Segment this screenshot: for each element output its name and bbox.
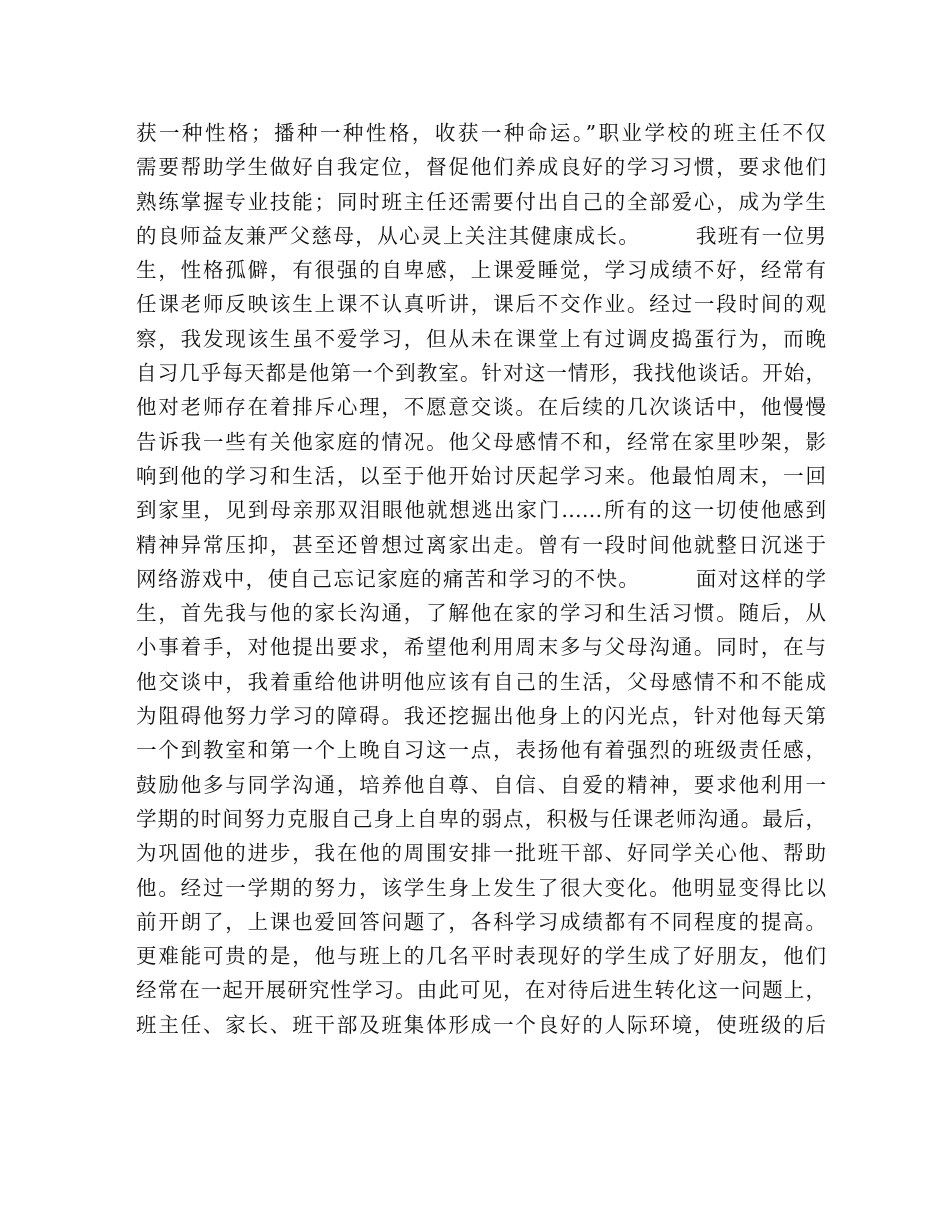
text-line: 的良师益友兼严父慈母，从心灵上关注其健康成长。 我班有一位男 bbox=[136, 223, 826, 248]
text-line: 网络游戏中，使自己忘记家庭的痛苦和学习的不快。 面对这样的学 bbox=[136, 566, 826, 591]
text-line: 班主任、家长、班干部及班集体形成一个良好的人际环境，使班级的后 bbox=[136, 1012, 826, 1037]
text-line: 到家里，见到母亲那双泪眼他就想逃出家门……所有的这一切使他感到 bbox=[136, 498, 826, 523]
text-line: 前开朗了，上课也爱回答问题了，各科学习成绩都有不同程度的提高。 bbox=[136, 909, 826, 934]
text-line: 鼓励他多与同学沟通，培养他自尊、自信、自爱的精神，要求他利用一 bbox=[136, 772, 826, 797]
text-line: 告诉我一些有关他家庭的情况。他父母感情不和，经常在家里吵架，影 bbox=[136, 429, 826, 454]
body-text bbox=[136, 116, 826, 1042]
text-line: 响到他的学习和生活，以至于他开始讨厌起学习来。他最怕周末，一回 bbox=[136, 463, 826, 488]
text-line: 他。经过一学期的努力，该学生身上发生了很大变化。他明显变得比以 bbox=[136, 875, 826, 900]
text-line: 一个到教室和第一个上晚自习这一点，表扬他有着强烈的班级责任感， bbox=[136, 738, 826, 763]
text-line: 为巩固他的进步，我在他的周围安排一批班干部、好同学关心他、帮助 bbox=[136, 841, 826, 866]
text-line: 为阻碍他努力学习的障碍。我还挖掘出他身上的闪光点，针对他每天第 bbox=[136, 704, 826, 729]
text-line: 察，我发现该生虽不爱学习，但从未在课堂上有过调皮捣蛋行为，而晚 bbox=[136, 326, 826, 351]
text-line: 熟练掌握专业技能；同时班主任还需要付出自己的全部爱心，成为学生 bbox=[136, 189, 826, 214]
text-line: 自习几乎每天都是他第一个到教室。针对这一情形，我找他谈话。开始， bbox=[136, 361, 826, 386]
text-line: 学期的时间努力克服自己身上自卑的弱点，积极与任课老师沟通。最后， bbox=[136, 806, 826, 831]
text-line: 任课老师反映该生上课不认真听讲，课后不交作业。经过一段时间的观 bbox=[136, 292, 826, 317]
text-line: 生，性格孤僻，有很强的自卑感，上课爱睡觉，学习成绩不好，经常有 bbox=[136, 258, 826, 283]
text-line: 生，首先我与他的家长沟通，了解他在家的学习和生活习惯。随后，从 bbox=[136, 601, 826, 626]
text-line: 他对老师存在着排斥心理，不愿意交谈。在后续的几次谈话中，他慢慢 bbox=[136, 395, 826, 420]
text-line: 精神异常压抑，甚至还曾想过离家出走。曾有一段时间他就整日沉迷于 bbox=[136, 532, 826, 557]
text-line: 经常在一起开展研究性学习。由此可见，在对待后进生转化这一问题上， bbox=[136, 978, 826, 1003]
text-line: 需要帮助学生做好自我定位，督促他们养成良好的学习习惯，要求他们 bbox=[136, 155, 826, 180]
text-line: 获一种性格；播种一种性格，收获一种命运。”职业学校的班主任不仅 bbox=[136, 121, 826, 145]
text-line: 小事着手，对他提出要求，希望他利用周末多与父母沟通。同时，在与 bbox=[136, 635, 826, 660]
text-line: 更难能可贵的是，他与班上的几名平时表现好的学生成了好朋友，他们 bbox=[136, 944, 826, 969]
text-line: 他交谈中，我着重给他讲明他应该有自己的生活，父母感情不和不能成 bbox=[136, 669, 826, 694]
